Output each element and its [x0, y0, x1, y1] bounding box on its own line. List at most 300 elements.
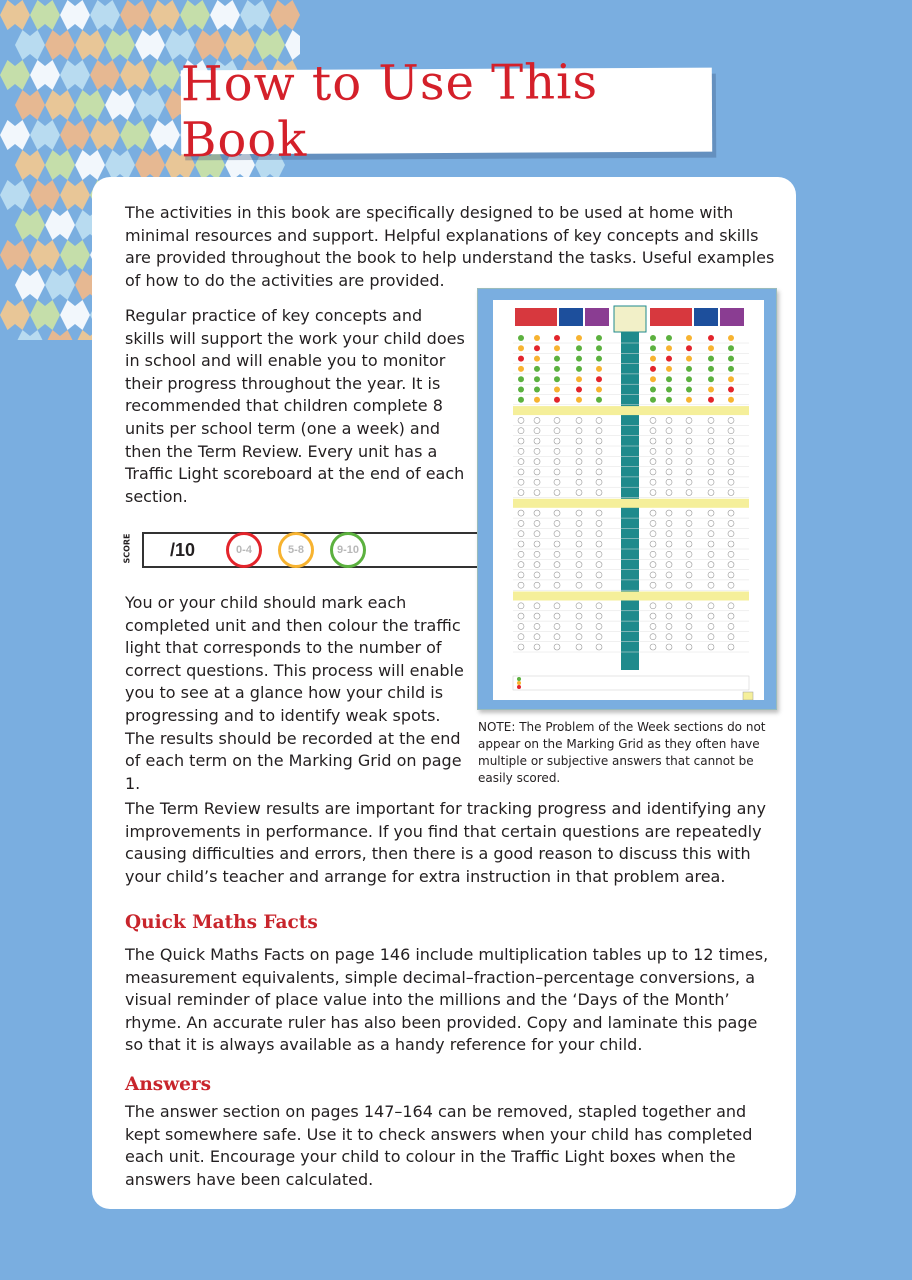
grid-dot [650, 376, 656, 382]
score-band-red: 0-4 [226, 532, 262, 568]
grid-dot [650, 613, 656, 619]
grid-dot [554, 603, 560, 609]
grid-dot [518, 397, 524, 403]
grid-dot [554, 448, 560, 454]
grid-dot [728, 623, 734, 629]
grid-dot [666, 634, 672, 640]
grid-dot [708, 644, 714, 650]
grid-dot [650, 366, 656, 372]
pattern-tile [105, 150, 135, 180]
pattern-tile [90, 60, 120, 90]
grid-dot [534, 417, 540, 423]
grid-dot [596, 623, 602, 629]
grid-dot [518, 479, 524, 485]
grid-dot [596, 459, 602, 465]
grid-dot [576, 448, 582, 454]
pattern-tile [45, 210, 75, 240]
pattern-tile [90, 120, 120, 150]
grid-dot [576, 531, 582, 537]
pattern-tile [60, 300, 90, 330]
grid-dot [554, 387, 560, 393]
grid-dot [518, 623, 524, 629]
grid-dot [728, 387, 734, 393]
grid-dot [576, 397, 582, 403]
grid-dot [554, 417, 560, 423]
grid-dot [686, 634, 692, 640]
grid-dot [708, 490, 714, 496]
grid-dot [576, 562, 582, 568]
title-banner [180, 54, 712, 169]
grid-dot [596, 345, 602, 351]
grid-dot [686, 345, 692, 351]
grid-dot [708, 562, 714, 568]
grid-dot [596, 490, 602, 496]
grid-dot [686, 335, 692, 341]
grid-dot [534, 428, 540, 434]
grid-dot [576, 366, 582, 372]
pattern-tile [135, 30, 165, 60]
grid-dot [554, 634, 560, 640]
grid-dot [554, 345, 560, 351]
grid-dot [518, 417, 524, 423]
grid-dot [666, 562, 672, 568]
grid-dot [650, 644, 656, 650]
grid-dot [666, 582, 672, 588]
pattern-tile [0, 240, 30, 270]
grid-dot [686, 623, 692, 629]
grid-dot [576, 438, 582, 444]
grid-title-block [614, 306, 646, 332]
grid-dot [518, 356, 524, 362]
marking-grid-thumbnail [477, 288, 777, 710]
pattern-tile [30, 120, 60, 150]
grid-dot [666, 335, 672, 341]
grid-dot [596, 551, 602, 557]
grid-legend-dot [517, 677, 521, 681]
pattern-tile [150, 0, 180, 30]
grid-dot [596, 428, 602, 434]
grid-dot [728, 448, 734, 454]
grid-dot [576, 376, 582, 382]
grid-dot [728, 531, 734, 537]
grid-legend [513, 676, 749, 690]
grid-dot [650, 634, 656, 640]
grid-dot [576, 479, 582, 485]
grid-header-block [585, 308, 609, 326]
grid-dot [596, 603, 602, 609]
grid-dot [518, 603, 524, 609]
grid-dot [666, 572, 672, 578]
grid-dot [728, 417, 734, 423]
grid-dot [596, 541, 602, 547]
grid-dot [650, 335, 656, 341]
grid-dot [686, 490, 692, 496]
grid-dot [576, 428, 582, 434]
pattern-tile [0, 60, 30, 90]
grid-dot [518, 469, 524, 475]
grid-dot [518, 520, 524, 526]
grid-dot [534, 562, 540, 568]
grid-dot [666, 520, 672, 526]
grid-dot [576, 634, 582, 640]
grid-dot [596, 562, 602, 568]
grid-dot [708, 479, 714, 485]
grid-dot [534, 387, 540, 393]
grid-dot [708, 510, 714, 516]
pattern-tile [15, 330, 45, 340]
grid-dot [650, 572, 656, 578]
pattern-tile [135, 150, 165, 180]
grid-dot [554, 335, 560, 341]
grid-dot [728, 603, 734, 609]
pattern-tile [75, 150, 105, 180]
grid-dot [728, 562, 734, 568]
grid-dot [534, 531, 540, 537]
grid-dot [728, 613, 734, 619]
grid-dot [666, 397, 672, 403]
grid-dot [728, 510, 734, 516]
grid-dot [518, 572, 524, 578]
pattern-tile [15, 30, 45, 60]
grid-dot [596, 520, 602, 526]
grid-dot [708, 428, 714, 434]
grid-dot [534, 634, 540, 640]
grid-dot [686, 572, 692, 578]
grid-dot [650, 356, 656, 362]
grid-dot [666, 551, 672, 557]
pattern-tile [210, 0, 240, 30]
grid-dot [686, 448, 692, 454]
grid-dot [666, 623, 672, 629]
grid-dot [708, 356, 714, 362]
grid-dot [596, 572, 602, 578]
grid-dot [534, 397, 540, 403]
grid-dot [554, 562, 560, 568]
pattern-tile [30, 60, 60, 90]
grid-dot [666, 417, 672, 423]
grid-dot [650, 531, 656, 537]
grid-dot [518, 613, 524, 619]
grid-dot [576, 541, 582, 547]
grid-dot [686, 376, 692, 382]
note-text: NOTE: The Problem of the Week sections do not appear on the Marking Grid as they often have multiple or subjective answers that cannot be easily scored. [478, 720, 766, 785]
grid-dot [554, 366, 560, 372]
grid-dot [596, 335, 602, 341]
grid-dot [708, 387, 714, 393]
grid-dot [554, 531, 560, 537]
grid-dot [708, 613, 714, 619]
grid-dot [666, 376, 672, 382]
grid-dot [728, 438, 734, 444]
grid-dot [728, 469, 734, 475]
grid-dot [596, 356, 602, 362]
grid-dot [686, 366, 692, 372]
grid-dot [686, 510, 692, 516]
grid-dot [708, 448, 714, 454]
grid-dot [728, 345, 734, 351]
grid-dot [576, 490, 582, 496]
pattern-tile [105, 90, 135, 120]
grid-dot [708, 582, 714, 588]
grid-dot [534, 541, 540, 547]
grid-dot [554, 613, 560, 619]
grid-dot [728, 428, 734, 434]
grid-dot [708, 634, 714, 640]
grid-dot [708, 603, 714, 609]
pattern-tile [0, 300, 30, 330]
grid-header-block [694, 308, 718, 326]
grid-dot [554, 459, 560, 465]
grid-dot [728, 366, 734, 372]
grid-dot [518, 634, 524, 640]
pattern-tile [105, 30, 135, 60]
grid-term-band [513, 406, 749, 415]
pattern-tile [30, 180, 60, 210]
grid-page-number [743, 692, 753, 700]
grid-dot [596, 531, 602, 537]
grid-dot [596, 510, 602, 516]
practice-paragraph: Regular practice of key concepts and skills will support the work your child does in school and will enable you to monitor their progress throughout the year. It is recommended that children complete 8 units per school term (one a week) and then the Term Review. Every unit has a Traffic Light scoreboard at the end of each section. [125, 306, 465, 506]
grid-dot [534, 335, 540, 341]
grid-dot [708, 531, 714, 537]
grid-dot [686, 603, 692, 609]
answers-paragraph: The answer section on pages 147–164 can be removed, stapled together and kept somewhere safe. Use it to check answers when your child has completed each unit. Encourage your child to colour in the Traffic Light boxes when the answers have been calculated. [125, 1102, 753, 1189]
grid-dot [534, 644, 540, 650]
grid-dot [518, 510, 524, 516]
pattern-tile [75, 90, 105, 120]
grid-dot [666, 613, 672, 619]
term-review-paragraph: The Term Review results are important for tracking progress and identifying any improvements in performance. If you find that certain questions are repeatedly causing difficulties and errors, then there is a good reason to discuss this with your child’s teacher and arrange for extra instruction in that problem area. [125, 799, 767, 886]
grid-dot [708, 335, 714, 341]
grid-dot [534, 623, 540, 629]
grid-dot [686, 562, 692, 568]
grid-header-block [720, 308, 744, 326]
pattern-tile [45, 330, 75, 340]
pattern-tile [75, 30, 105, 60]
grid-dot [576, 572, 582, 578]
pattern-tile [120, 120, 150, 150]
grid-dot [666, 510, 672, 516]
grid-dot [554, 397, 560, 403]
grid-dot [728, 551, 734, 557]
grid-dot [576, 356, 582, 362]
grid-dot [650, 520, 656, 526]
grid-dot [554, 438, 560, 444]
grid-dot [650, 582, 656, 588]
score-label: SCORE [122, 533, 132, 564]
grid-dot [650, 345, 656, 351]
grid-dot [728, 541, 734, 547]
grid-dot [708, 541, 714, 547]
grid-dot [708, 345, 714, 351]
grid-dot [686, 644, 692, 650]
grid-dot [534, 582, 540, 588]
grid-dot [686, 469, 692, 475]
grid-dot [534, 613, 540, 619]
grid-dot [666, 541, 672, 547]
marking-grid-image [493, 300, 764, 700]
grid-dot [576, 603, 582, 609]
grid-dot [728, 397, 734, 403]
grid-dot [650, 438, 656, 444]
pattern-tile [60, 120, 90, 150]
grid-dot [650, 428, 656, 434]
grid-dot [686, 520, 692, 526]
grid-dot [728, 634, 734, 640]
pattern-tile [90, 0, 120, 30]
pattern-tile [120, 60, 150, 90]
grid-dot [576, 459, 582, 465]
grid-dot [518, 366, 524, 372]
pattern-tile [150, 120, 180, 150]
grid-dot [596, 387, 602, 393]
grid-dot [666, 356, 672, 362]
pattern-tile [180, 0, 210, 30]
grid-header-block [515, 308, 557, 326]
grid-dot [728, 572, 734, 578]
pattern-tile [60, 180, 90, 210]
grid-dot [666, 469, 672, 475]
grid-dot [576, 510, 582, 516]
pattern-tile [120, 0, 150, 30]
score-box [142, 532, 488, 568]
grid-dot [708, 366, 714, 372]
grid-dot [666, 644, 672, 650]
grid-dot [534, 603, 540, 609]
grid-dot [596, 366, 602, 372]
grid-dot [666, 603, 672, 609]
grid-dot [576, 551, 582, 557]
grid-dot [650, 490, 656, 496]
grid-header-block [559, 308, 583, 326]
grid-dot [596, 417, 602, 423]
pattern-tile [60, 60, 90, 90]
grid-dot [596, 397, 602, 403]
grid-dot [534, 366, 540, 372]
grid-dot [686, 397, 692, 403]
pattern-tile [30, 240, 60, 270]
grid-dot [650, 541, 656, 547]
pattern-tile [0, 0, 30, 30]
grid-dot [686, 387, 692, 393]
grid-dot [576, 417, 582, 423]
grid-dot [554, 541, 560, 547]
answers-heading: Answers [125, 1074, 212, 1095]
grid-dot [666, 531, 672, 537]
grid-dot [518, 459, 524, 465]
grid-dot [650, 387, 656, 393]
grid-dot [518, 562, 524, 568]
grid-dot [518, 582, 524, 588]
grid-dot [686, 356, 692, 362]
grid-dot [650, 603, 656, 609]
grid-dot [708, 469, 714, 475]
grid-dot [686, 551, 692, 557]
grid-dot [518, 387, 524, 393]
grid-dot [576, 469, 582, 475]
grid-dot [708, 520, 714, 526]
grid-dot [728, 520, 734, 526]
grid-dot [650, 397, 656, 403]
pattern-tile [0, 120, 30, 150]
grid-dot [534, 520, 540, 526]
grid-dot [596, 634, 602, 640]
grid-dot [534, 448, 540, 454]
grid-dot [666, 459, 672, 465]
grid-dot [708, 572, 714, 578]
grid-dot [534, 572, 540, 578]
grid-dot [518, 490, 524, 496]
grid-dot [576, 345, 582, 351]
grid-dot [576, 623, 582, 629]
grid-dot [534, 490, 540, 496]
grid-dot [576, 387, 582, 393]
grid-dot [708, 459, 714, 465]
grid-dot [650, 448, 656, 454]
grid-dot [708, 397, 714, 403]
grid-dot [554, 572, 560, 578]
pattern-tile [45, 270, 75, 300]
grid-dot [518, 531, 524, 537]
grid-dot [554, 490, 560, 496]
grid-dot [554, 469, 560, 475]
grid-dot [534, 376, 540, 382]
grid-term-band [513, 592, 749, 601]
grid-dot [708, 438, 714, 444]
quick-maths-facts-heading: Quick Maths Facts [125, 912, 318, 933]
grid-dot [576, 520, 582, 526]
grid-dot [650, 562, 656, 568]
grid-dot [708, 417, 714, 423]
grid-dot [518, 551, 524, 557]
grid-dot [666, 428, 672, 434]
score-total: /10 [170, 540, 196, 560]
grid-dot [686, 428, 692, 434]
grid-dot [708, 623, 714, 629]
intro-paragraph: The activities in this book are specifically designed to be used at home with minimal resources and support. Helpful explanations of key concepts and skills are provided throughout the book to help understand the tasks. Useful examples of how to do the activities are provided. [125, 203, 775, 290]
grid-dot [686, 541, 692, 547]
grid-dot [650, 623, 656, 629]
grid-dot [728, 479, 734, 485]
grid-dot [518, 376, 524, 382]
grid-dot [596, 376, 602, 382]
grid-legend-dot [517, 681, 521, 685]
grid-dot [650, 510, 656, 516]
grid-dot [554, 520, 560, 526]
pattern-tile [60, 240, 90, 270]
grid-term-band [513, 499, 749, 508]
grid-dot [666, 448, 672, 454]
grid-dot [728, 376, 734, 382]
grid-dot [534, 469, 540, 475]
grid-dot [686, 582, 692, 588]
grid-dot [728, 644, 734, 650]
grid-dot [650, 417, 656, 423]
pattern-tile [15, 90, 45, 120]
grid-dot [596, 448, 602, 454]
grid-dot [534, 479, 540, 485]
grid-dot [554, 356, 560, 362]
grid-legend-dot [517, 685, 521, 689]
grid-dot [728, 490, 734, 496]
grid-header-block [650, 308, 692, 326]
grid-dot [576, 613, 582, 619]
pattern-tile [15, 150, 45, 180]
grid-dot [554, 582, 560, 588]
grid-dot [534, 510, 540, 516]
grid-dot [518, 541, 524, 547]
pattern-tile [135, 90, 165, 120]
